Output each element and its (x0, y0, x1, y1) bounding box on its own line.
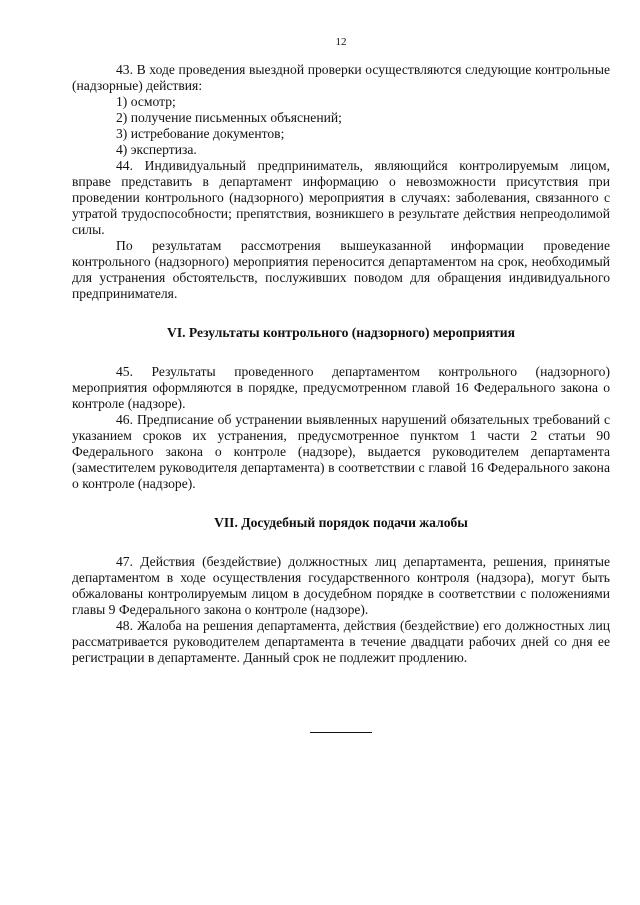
spacer (72, 492, 610, 515)
list-item-2: 2) получение письменных объяснений; (116, 110, 342, 125)
paragraph-48: 48. Жалоба на решения департамента, действия (бездействие) его должностных лиц рассматривается руководителем департамента в течение двадцати рабочих дней со дня ее регистрации в департаменте. Данный срок не подлежит продлению. (72, 618, 610, 665)
spacer (72, 531, 610, 554)
section-6-heading: VI. Результаты контрольного (надзорного) мероприятия (167, 325, 515, 340)
paragraph-46: 46. Предписание об устранении выявленных нарушений обязательных требований с указанием сроков их устранения, предусмотренное пунктом 1 части 2 статьи 90 Федерального закона о контроле (надзоре), выдается руководителем департамента (заместителем руководителя департамента) в соответствии с главой 16 Федерального закона о контроле (надзоре). (72, 412, 610, 491)
list-item-1: 1) осмотр; (116, 94, 176, 109)
list-item-4: 4) экспертиза. (116, 142, 197, 157)
end-separator-line (310, 732, 372, 733)
paragraph-47: 47. Действия (бездействие) должностных лиц департамента, решения, принятые департаментом в ходе осуществления государственного контроля (надзора), могут быть обжалованы контролируемым лицом в досудебном порядке в соответствии с положениями главы 9 Федерального закона о контроле (надзоре). (72, 554, 610, 617)
section-7-heading: VII. Досудебный порядок подачи жалобы (214, 515, 468, 530)
paragraph-44: 44. Индивидуальный предприниматель, являющийся контролируемым лицом, вправе представить в департамент информацию о невозможности присутствия при проведении контрольного (надзорного) мероприятия в случаях: заболевания, связанного с утратой трудоспособности; препятствия, возникшего в результате действия непреодолимой силы. (72, 158, 610, 237)
spacer (72, 341, 610, 364)
paragraph-45: 45. Результаты проведенного департаментом контрольного (надзорного) мероприятия оформляются в порядке, предусмотренном главой 16 Федерального закона о контроле (надзоре). (72, 364, 610, 411)
paragraph-43: 43. В ходе проведения выездной проверки осуществляются следующие контрольные (надзорные) действия: (72, 62, 610, 93)
page-number: 12 (335, 36, 347, 48)
list-item-3: 3) истребование документов; (116, 126, 285, 141)
paragraph-44-continued: По результатам рассмотрения вышеуказанной информации проведение контрольного (надзорного) мероприятия переносится департаментом на срок, необходимый для устранения обстоятельств, послуживших поводом для обращения индивидуального предпринимателя. (72, 238, 610, 301)
spacer (72, 302, 610, 325)
